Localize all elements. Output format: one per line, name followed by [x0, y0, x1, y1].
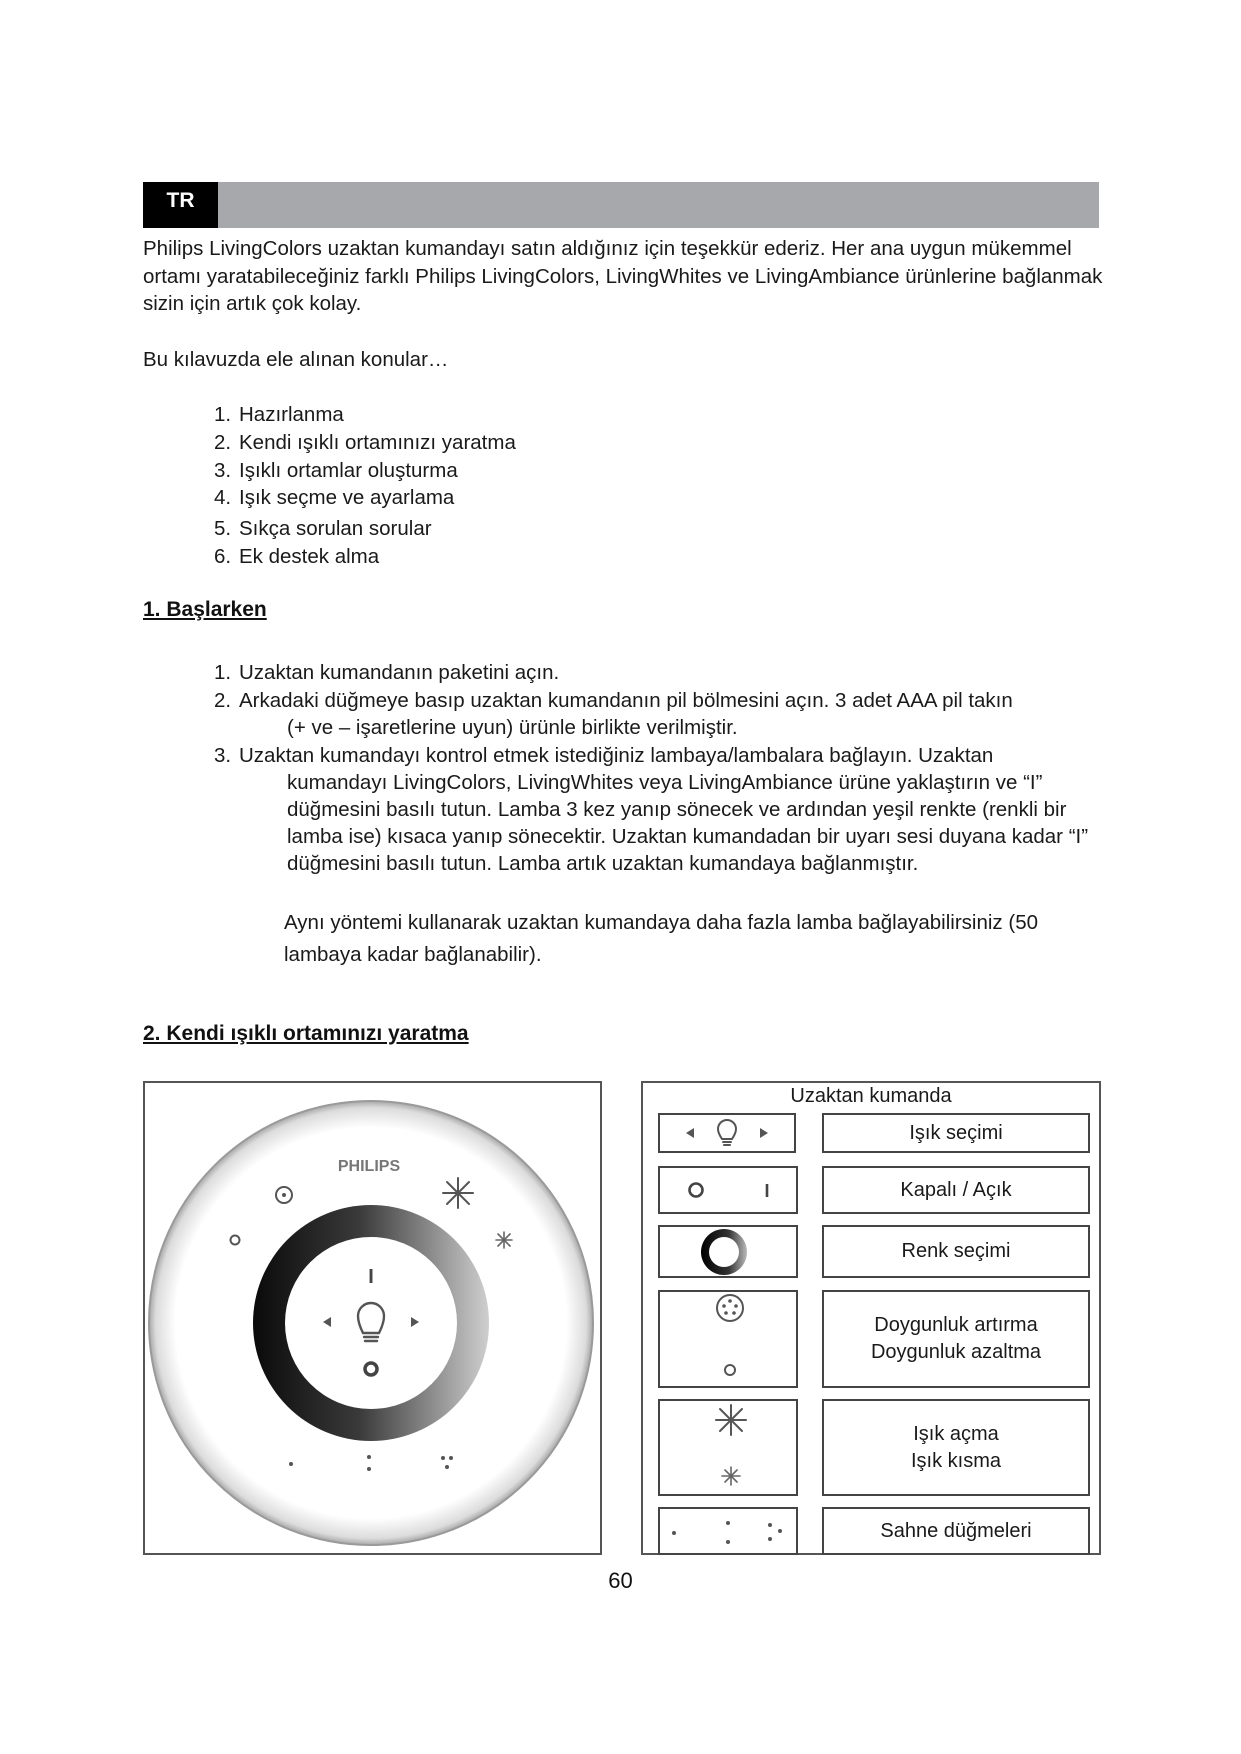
saturation-icon: [658, 1290, 798, 1388]
legend-label-scenes: Sahne düğmeleri: [822, 1507, 1090, 1555]
scene-buttons-icon: [658, 1507, 798, 1555]
remote-legend: [641, 1081, 1101, 1555]
section-heading-create-ambiance: 2. Kendi ışıklı ortamınızı yaratma: [143, 1022, 469, 1045]
list-item: 6. Ek destek alma: [214, 544, 380, 568]
legend-label-light-select: Işık seçimi: [822, 1113, 1090, 1153]
color-ring-icon: [658, 1225, 798, 1278]
page-number: 60: [608, 1568, 633, 1593]
language-bar: [143, 182, 1099, 228]
section-heading-getting-started: 1. Başlarken: [143, 598, 267, 621]
topics-list: [214, 401, 516, 571]
ring-center: [285, 1237, 457, 1409]
power-icon: [658, 1166, 798, 1214]
remote-illustration: [143, 1081, 602, 1555]
steps-list: [214, 659, 1094, 877]
on-button-label: I: [368, 1266, 374, 1288]
list-item: 3. Işıklı ortamlar oluşturma: [214, 458, 458, 482]
brand-logo: PHILIPS: [337, 1158, 401, 1175]
list-item: 2. Kendi ışıklı ortamınızı yaratma: [214, 430, 516, 454]
brightness-up-icon: [443, 1178, 473, 1208]
brightness-down-icon: [496, 1232, 512, 1248]
intro-paragraph: Philips LivingColors uzaktan kumandayı satın aldığınız için teşekkür ederiz. Her ana uygun mükemmel ortamı yaratabileceğiniz farklı Philips LivingColors, LivingWhites ve LivingAmbiance ürünlerine bağlanmak sizin için artık çok kolay.: [143, 237, 1103, 315]
legend-label-color: Renk seçimi: [822, 1225, 1090, 1278]
list-item: 1. Uzaktan kumandanın paketini açın.: [214, 661, 560, 684]
legend-label-power: Kapalı / Açık: [822, 1166, 1090, 1214]
topics-lead: Bu kılavuzda ele alınan konular…: [143, 348, 449, 371]
remote-drawing: [145, 1083, 600, 1553]
language-tag: TR: [143, 182, 218, 228]
list-item: 5. Sıkça sorulan sorular: [214, 517, 432, 541]
light-select-icon: [658, 1113, 796, 1153]
note-paragraph: Aynı yöntemi kullanarak uzaktan kumandaya daha fazla lamba bağlayabilirsiniz (50 lambaya kadar bağlanabilir).: [284, 911, 1038, 966]
list-item: 1. Hazırlanma: [214, 403, 344, 426]
legend-label-saturation: Doygunluk artırma Doygunluk azaltma: [822, 1290, 1090, 1388]
brightness-icon: [658, 1399, 798, 1496]
svg-text:I: I: [764, 1181, 770, 1201]
list-item: 4. Işık seçme ve ayarlama: [214, 486, 455, 510]
legend-title: Uzaktan kumanda: [790, 1085, 952, 1107]
list-item: 3. Uzaktan kumandayı kontrol etmek istediğiniz lambaya/lambalara bağlayın. Uzaktan kumandayı LivingColors, LivingWhites veya LivingAmbiance ürüne yaklaştırın ve “I” düğmesini basılı tutun. Lamba 3 kez yanıp sönecek ve ardından yeşil renkte (renkli bir lamba ise) kısaca yanıp sönecektir. Uzaktan kumandadan bir uyarı sesi duyana kadar “I” düğmesini basılı tutun. Lamba artık uzaktan kumandaya bağlanmıştır.: [214, 743, 1089, 875]
legend-label-brightness: Işık açma Işık kısma: [822, 1399, 1090, 1496]
list-item: 2. Arkadaki düğmeye basıp uzaktan kumandanın pil bölmesini açın. 3 adet AAA pil takın (+ ve – işaretlerine uyun) ürünle birlikte verilmiştir.: [214, 688, 1013, 739]
